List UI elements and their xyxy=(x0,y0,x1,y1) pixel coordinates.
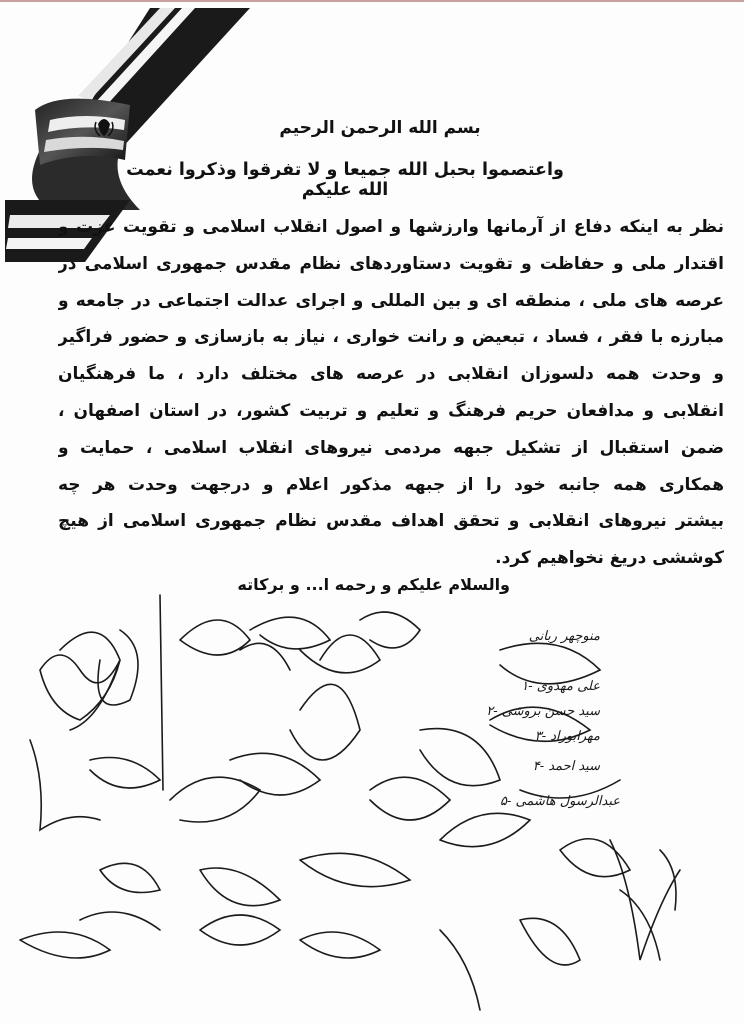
body-line: مبارزه با فقر ، فساد ، تبعیض و رانت خواری ، نیاز به بازسازی و حضور فراگیر xyxy=(58,327,724,348)
signatory-name: ۴- سید احمد xyxy=(532,759,600,774)
body-line: انقلابی و مدافعان حریم فرهنگ و تعلیم و تربیت کشور، در استان اصفهان ، xyxy=(58,400,724,421)
body-line: کوششی دریغ نخواهیم کرد. xyxy=(495,548,724,569)
bismillah-heading: بسم الله الرحمن الرحیم xyxy=(279,118,481,138)
signatory-name: ۵- عبدالرسول هاشمی xyxy=(499,794,620,809)
body-line: همکاری همه جانبه خود را از جبهه مذکور اعلام و درجهت وحدت هر چه xyxy=(58,474,724,495)
body-line: ضمن استقبال از تشکیل جبهه مردمی نیروهای انقلاب اسلامی ، حمایت و xyxy=(58,437,724,458)
signatures-area xyxy=(0,590,744,1024)
signature-name-list xyxy=(486,629,620,809)
signatory-name: ۳- مهرابوراد xyxy=(534,729,600,744)
signatory-name: ۱- علی مهدوی xyxy=(521,679,600,694)
quran-verse: واعتصموا بحبل الله جمیعا و لا تفرقوا وذکروا نعمت الله علیکم xyxy=(126,160,564,200)
closing-salutation: والسلام علیکم و رحمه ا... و برکاته xyxy=(237,575,510,594)
signatory-name: ۲- سید حسن بروشی xyxy=(486,704,600,719)
statement-body xyxy=(58,210,724,578)
body-line: عرصه های ملی ، منطقه ای و بین المللی و اجرای عدالت اجتماعی در جامعه و xyxy=(58,290,724,311)
signatory-name: منوچهر ربانی xyxy=(528,629,600,644)
body-line: نظر به اینکه دفاع از آرمانها وارزشها و اصول انقلاب اسلامی و تقویت عزت و xyxy=(58,217,724,237)
body-line: بیشتر نیروهای انقلابی و تحقق اهداف مقدس نظام جمهوری اسلامی از هیچ xyxy=(58,511,724,532)
body-line: اقتدار ملی و حفاظت و تقویت دستاوردهای نظام مقدس جمهوری اسلامی در xyxy=(58,253,724,274)
body-line: و وحدت همه دلسوزان انقلابی در عرصه های مختلف دارد ، ما فرهنگیان xyxy=(58,364,724,385)
